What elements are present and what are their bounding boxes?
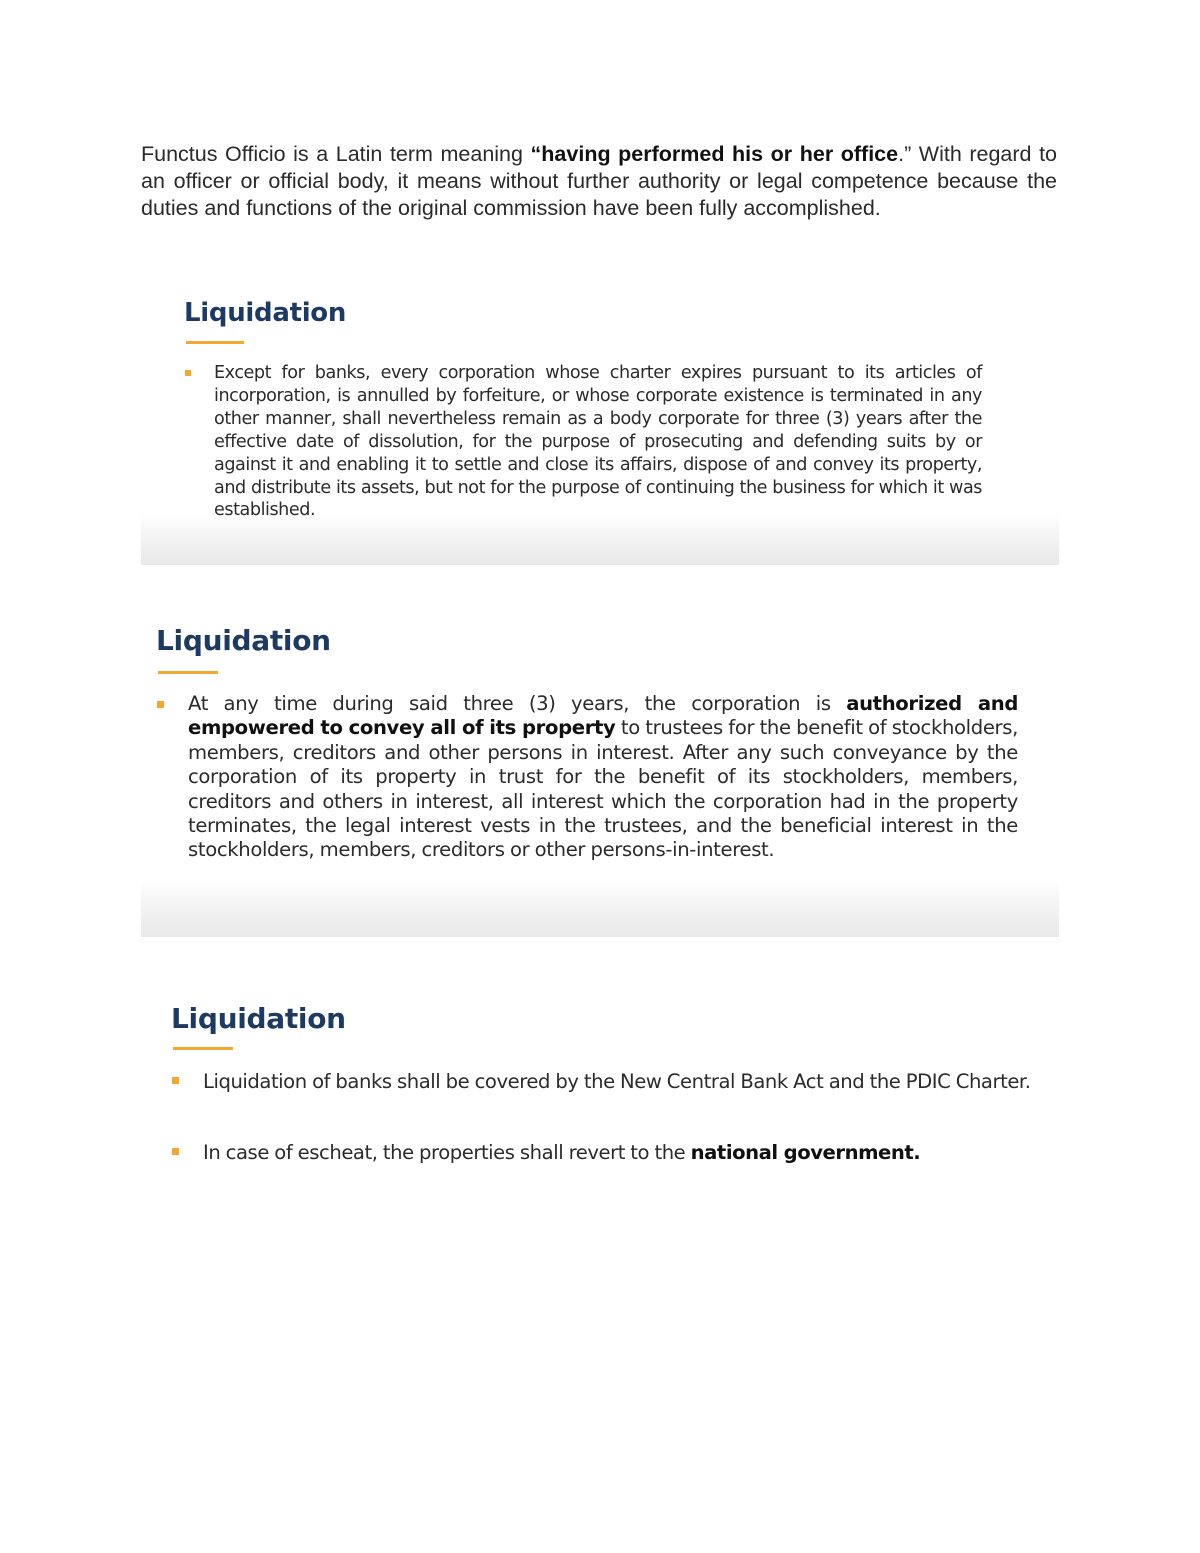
bullet-marker-icon — [172, 1148, 179, 1155]
intro-open-quote: “ — [530, 142, 542, 166]
slide-title: Liquidation — [156, 624, 331, 657]
bullet-text-lead: At any time during said three (3) years, the corporation is — [188, 692, 847, 715]
slide-title: Liquidation — [184, 298, 347, 328]
bullet-text: Except for banks, every corporation whose charter expires pursuant to its articles of incorporation, is annulled by forfeiture, or whose corporate existence is terminated in any other manner, shall nevertheless remain as a body corporate for three (3) years after the effective date of dissolution, for the purpose of prosecuting and defending suits by or against it and enabling it to settle and close its affairs, dispose of and convey its property, and distribute its assets, but not for the purpose of continuing the business for which it was established. — [214, 363, 982, 521]
bullet-text-rest: to trustees for the benefit of stockholders, members, creditors and other persons in interest. After any such conveyance by the corporation of its property in trust for the benefit of its stockholders, members, creditors and others in interest, all interest which the corporation had in the property terminates, the legal interest vests in the trustees, and the beneficial interest in the stockholders, members, creditors or other persons-in-interest. — [188, 716, 1018, 862]
intro-paragraph — [141, 141, 1057, 222]
title-underline — [158, 671, 218, 674]
bullet-text-bold: authorized and empowered to convey all of its property — [188, 692, 1018, 740]
slide-image-2 — [141, 612, 1059, 937]
bullet-text-lead: In case of escheat, the properties shall revert to the — [203, 1141, 691, 1164]
bullet-text — [188, 692, 1018, 863]
slide-image-3 — [141, 990, 1059, 1190]
title-underline — [186, 341, 244, 344]
bullet-marker-icon — [172, 1077, 179, 1084]
bullet-text: Liquidation of banks shall be covered by the New Central Bank Act and the PDIC Charter. — [203, 1070, 1031, 1093]
bullet-text-bold: national government. — [690, 1141, 921, 1164]
bullet-text — [203, 1140, 1043, 1165]
intro-emphasis: having performed his or her office — [541, 142, 899, 166]
slide-image-1 — [141, 288, 1059, 565]
slide-title: Liquidation — [171, 1002, 346, 1035]
title-underline — [173, 1047, 233, 1050]
intro-rest: .” With regard to an officer or official body, it means without further authority or legal competence because the duties and functions of the original commission have been fully accomplished. — [141, 142, 1057, 220]
bullet-marker-icon — [185, 370, 191, 376]
intro-lead: Functus Officio is a Latin term meaning — [141, 142, 531, 166]
bullet-marker-icon — [157, 701, 164, 708]
